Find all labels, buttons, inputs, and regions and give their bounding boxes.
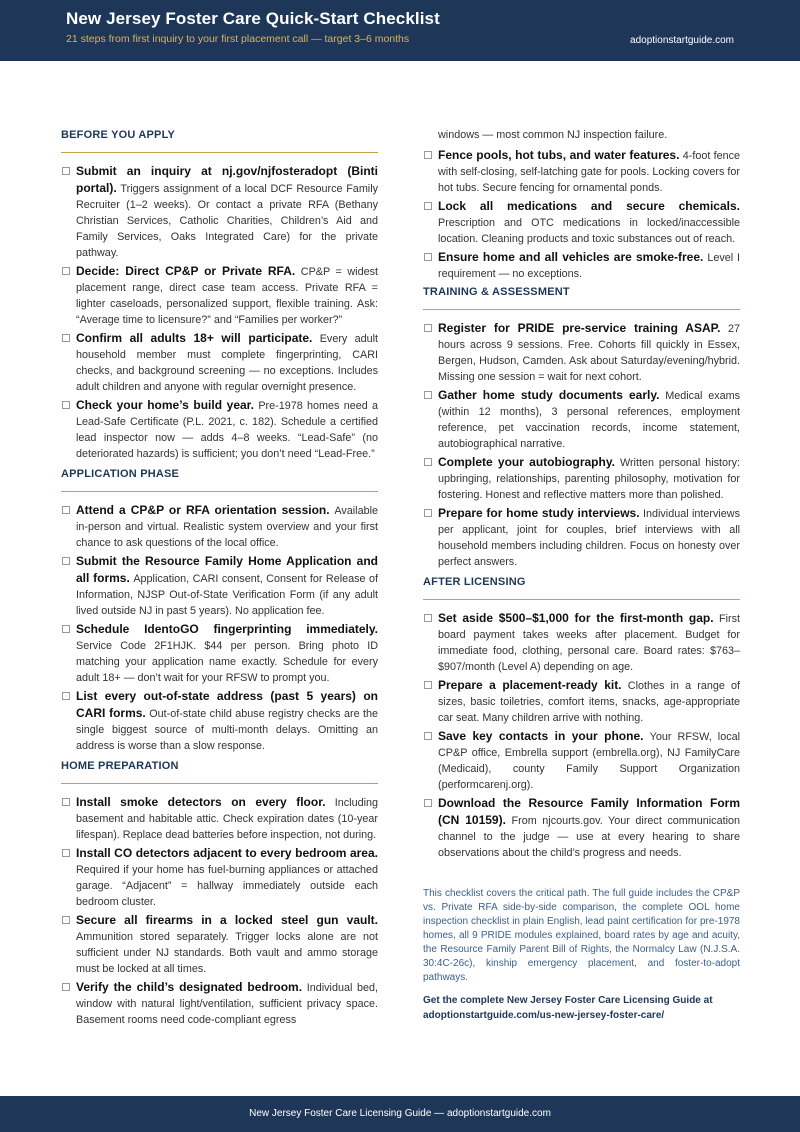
item-title: Submit an inquiry at nj.gov/njfosteradopt (Binti portal). (76, 164, 378, 195)
page-header (0, 0, 800, 61)
cta-text: Get the complete New Jersey Foster Care Licensing Guide at (423, 995, 713, 1006)
checkbox[interactable] (62, 267, 70, 275)
checklist-item[interactable] (61, 502, 378, 551)
item-text: Application, CARI consent, Consent for Release of Information, NJSP Out-of-State Verification Form (if any adult lived outside NJ in past 5 years). No application fee. (76, 573, 378, 617)
checkbox[interactable] (424, 732, 432, 740)
item-title: Prepare a placement-ready kit. (438, 678, 622, 692)
checkbox[interactable] (62, 916, 70, 924)
item-text: From njcourts.gov. Your direct communication channel to the judge — use at every hearing to share observations about the child’s progress and needs. (438, 815, 740, 859)
checkbox[interactable] (62, 334, 70, 342)
checkbox[interactable] (424, 799, 432, 807)
item-title: Schedule IdentoGO fingerprinting immediately. (76, 622, 378, 636)
checkbox[interactable] (62, 167, 70, 175)
checkbox[interactable] (424, 151, 432, 159)
checkbox[interactable] (62, 557, 70, 565)
checklist-item[interactable] (423, 677, 740, 726)
item-text: First board payment takes weeks after placement. Budget for immediate food, clothing, personal care. Board rates: $763–$907/month (Level A) depending on age. (438, 613, 740, 673)
page-title: New Jersey Foster Care Quick-Start Checklist (66, 9, 440, 28)
checkbox[interactable] (62, 625, 70, 633)
section-before-you-apply (61, 129, 378, 462)
item-title: List every out-of-state address (past 5 years) on CARI forms. (76, 689, 378, 720)
item-text: Out-of-state child abuse registry checks are the single biggest source of multi-month delays. Omitting an address is worse than a slow response. (76, 708, 378, 752)
checklist-item[interactable] (423, 795, 740, 861)
item-text: Including basement and habitable attic. Check expiration dates (10-year lifespan). Replace dead batteries before inspection, not during. (76, 797, 378, 841)
item-text: Written personal history: upbringing, relationships, parenting philosophy, motivation for fostering. Honest and reflective matters more than polished. (438, 457, 741, 501)
checkbox[interactable] (424, 324, 432, 332)
item-title: Fence pools, hot tubs, and water features. (438, 148, 680, 162)
item-text: 4-foot fence with self-closing, self-latching gate for pools. Locking covers for hot tubs. Secure fencing for ornamental ponds. (438, 150, 740, 194)
checklist-item[interactable] (61, 263, 378, 328)
checklist-item[interactable] (61, 845, 378, 910)
item-title: Confirm all adults 18+ will participate. (76, 331, 313, 345)
item-title: Download the Resource Family Information Form (CN 10159). (438, 796, 740, 827)
item-text: Every adult household member must complete fingerprinting, CARI checks, and background screening — no exceptions. Includes adult children and anyone with regular overnight presence. (76, 333, 378, 393)
checklist-item[interactable] (61, 794, 378, 843)
item-text: 27 hours across 9 sessions. Free. Cohorts fill quickly in Essex, Bergen, Hudson, Camden. Ask about Saturday/evening/hybrid. Missing one session = wait for next cohort. (438, 323, 740, 383)
item-title: Decide: Direct CP&P or Private RFA. (76, 264, 296, 278)
item-text: Your RFSW, local CP&P office, Embrella support (embrella.org), NJ FamilyCare (Medicaid), county Family Support Organization (performcarenj.org). (438, 731, 740, 791)
checkbox[interactable] (62, 849, 70, 857)
checklist-item[interactable] (423, 147, 740, 196)
checklist-item[interactable] (423, 728, 740, 793)
item-title: Check your home’s build year. (76, 398, 255, 412)
header-site-link[interactable]: adoptionstartguide.com (630, 35, 734, 46)
item-text: Individual bed, window with natural light/ventilation, sufficient privacy space. Basement rooms need code-compliant egress (76, 982, 378, 1026)
checklist-item[interactable] (61, 163, 378, 261)
item-text: Clothes in a range of sizes, basic toiletries, comfort items, snacks, age-appropriate car seat. Many children arrive with nothing. (438, 680, 741, 724)
checklist-item[interactable] (61, 979, 378, 1028)
checklist-item[interactable] (61, 397, 378, 462)
section-title: BEFORE YOU APPLY (61, 129, 378, 153)
item-text: Individual interviews per applicant, joint for couples, brief interviews with all household members including children. Focus on honesty over perfect answers. (438, 508, 740, 568)
checkbox[interactable] (424, 202, 432, 210)
section-training-assessment (423, 286, 740, 570)
checkbox[interactable] (424, 253, 432, 261)
section-title: APPLICATION PHASE (61, 468, 378, 492)
checkbox[interactable] (424, 458, 432, 466)
section-after-licensing (423, 576, 740, 861)
item-title: Install CO detectors adjacent to every bedroom area. (76, 846, 378, 860)
guide-note: This checklist covers the critical path. The full guide includes the CP&P vs. Private RFA side-by-side comparison, the complete OOL home inspection checklist in plain English, lead paint certification for pre-1978 homes, all 9 PRIDE modules explained, board rates by age and acuity, the Resource Family Parent Bill of Rights, the Normalcy Law (N.J.S.A. 30:4C-26c), kinship emergency placement, and foster-to-adopt pathways. (423, 888, 740, 983)
item-text: Medical exams (within 12 months), 3 personal references, employment reference, pet vaccination records, income statement, autobiographical narrative. (438, 390, 740, 450)
checklist-item[interactable] (423, 198, 740, 247)
checklist-item[interactable] (61, 688, 378, 754)
right-column (423, 127, 740, 1023)
section-application-phase (61, 468, 378, 754)
item-text: Pre-1978 homes need a Lead-Safe Certificate (P.L. 2021, c. 182). Schedule a certified lead inspector now — adds 4–8 weeks. “Lead-Safe” (no deteriorated hazards) is sufficient; you don’t need “Lead-Free.” (76, 400, 378, 460)
item-text: Level I requirement — no exceptions. (438, 252, 740, 280)
checkbox[interactable] (424, 391, 432, 399)
checklist-item[interactable] (423, 320, 740, 385)
checkbox[interactable] (62, 983, 70, 991)
continued-text: windows — most common NJ inspection failure. (438, 129, 668, 141)
item-title: Prepare for home study interviews. (438, 506, 640, 520)
checklist-item[interactable] (61, 912, 378, 977)
checklist-item[interactable] (423, 610, 740, 675)
checkbox[interactable] (424, 614, 432, 622)
section-home-preparation (61, 760, 378, 1028)
cta-link[interactable]: adoptionstartguide.com/us-new-jersey-foster-care/ (423, 1010, 665, 1021)
item-text: Available in-person and virtual. Realistic system overview and your first chance to ask questions of the local office. (76, 505, 378, 549)
item-title: Attend a CP&P or RFA orientation session. (76, 503, 330, 517)
section-title: AFTER LICENSING (423, 576, 740, 600)
item-title: Install smoke detectors on every floor. (76, 795, 326, 809)
item-text: Ammunition stored separately. Trigger locks alone are not sufficient under NJ standards. Both vault and ammo storage must be locked at all times. (76, 931, 378, 975)
item-text: Required if your home has fuel-burning appliances or attached garage. “Adjacent” = hallway immediately outside each bedroom cluster. (76, 864, 378, 908)
checklist-item[interactable] (423, 454, 740, 503)
item-title: Set aside $500–$1,000 for the first-month gap. (438, 611, 714, 625)
checklist-item[interactable] (423, 505, 740, 570)
left-column (61, 125, 378, 1030)
item-text: Triggers assignment of a local DCF Resource Family Recruiter (1–2 weeks). Or contact a private RFA (Bethany Christian Services, Catholic Charities, Children’s Aid and Family Services, Oaks Integrated Care) for the private pathway. (76, 183, 379, 259)
section-title: TRAINING & ASSESSMENT (423, 286, 740, 310)
section-title: HOME PREPARATION (61, 760, 378, 784)
checklist-item[interactable] (423, 387, 740, 452)
item-title: Save key contacts in your phone. (438, 729, 644, 743)
guide-cta (423, 993, 740, 1023)
checkbox[interactable] (62, 798, 70, 806)
item-title: Submit the Resource Family Home Application and all forms. (76, 554, 378, 585)
checkbox[interactable] (62, 401, 70, 409)
checklist-item[interactable] (423, 249, 740, 282)
checklist-item[interactable] (61, 621, 378, 686)
checkbox[interactable] (62, 692, 70, 700)
item-title: Complete your autobiography. (438, 455, 615, 469)
item-title: Secure all firearms in a locked steel gun vault. (76, 913, 378, 927)
item-title: Gather home study documents early. (438, 388, 660, 402)
checkbox[interactable] (424, 681, 432, 689)
page-subtitle: 21 steps from first inquiry to your first placement call — target 3–6 months (66, 33, 410, 45)
item-title: Ensure home and all vehicles are smoke-free. (438, 250, 704, 264)
item-text: CP&P = widest placement range, direct case team access. Private RFA = lighter caseloads, personalized support, flexible training. Ask: “Average time to licensure?” and “Families per worker?” (76, 266, 378, 326)
page-footer: New Jersey Foster Care Licensing Guide — adoptionstartguide.com (0, 1096, 800, 1132)
item-text: Prescription and OTC medications in locked/inaccessible location. Cleaning products and toxic substances out of reach. (438, 217, 740, 245)
item-title: Verify the child’s designated bedroom. (76, 980, 303, 994)
item-text: Service Code 2F1HJK. $44 per person. Bring photo ID matching your application name exactly. Schedule for every adult 18+ — don’t wait for your RFSW to prompt you. (76, 640, 378, 684)
item-title: Register for PRIDE pre-service training ASAP. (438, 321, 721, 335)
checkbox[interactable] (62, 506, 70, 514)
checklist-item[interactable] (61, 330, 378, 395)
item-title: Lock all medications and secure chemicals. (438, 199, 740, 213)
checklist-item[interactable] (61, 553, 378, 619)
checkbox[interactable] (424, 509, 432, 517)
